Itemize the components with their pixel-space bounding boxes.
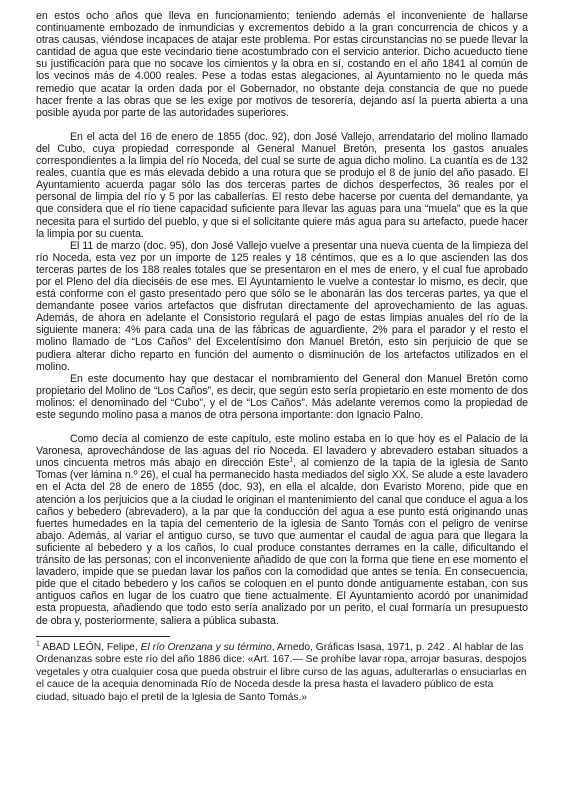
- paragraph-5-text-b: , al comienzo de la tapia de la iglesia de Santo Tomas (ver lámina n.º 26), el cual ha permanecido hasta mediados del siglo XX. Se alude a este lavadero en el Acta del 28 de enero de 1855 (doc. 93), en ella el alcalde, don Evaristo Moreno, pide que en atención a los perjuicios que a la ciudad le originan el mantenimiento del canal que conduce el agua a los caños y bebedero (abrevadero), a la par que la conducción del agua a ese punto está originando unas fuertes humedades en la tapia del cementerio de la iglesia de Santo Tomás con el peligro de venirse abajo. Además, al variar el antiguo curso, se tuvo que aumentar el caudal de agua para que llegara la suficiente al bebedero y a los caños, lo cual produce constantes derrames en la calle, dificultando el tránsito de las personas; con el inconveniente añadido de que con la forma que tiene en ese momento el lavadero, impide que se puedan lavar los paños con la comodidad que antes se tenía. En consecuencia, pide que el citado bebedero y los caños se coloquen en el punto donde antiguamente estaban, con sus antiguos caños en lugar de los cuatro que tiene actualmente. El Ayuntamiento acordó por unanimidad esta propuesta, añadiendo que todo esto sería analizado por un perito, el cual formaría un presupuesto de obra y, posteriormente, saliera a pública subasta.: [36, 457, 528, 627]
- footnote-author: ABAD LEÓN, Felipe,: [39, 641, 141, 653]
- paragraph-5: [36, 433, 528, 627]
- footnote-number: 1: [36, 640, 40, 648]
- footnote-body: , Arnedo, Gráficas Isasa, 1971, p. 242 . Al hablar de las Ordenanzas sobre este río del año 1886 dice: «Art. 167.— Se prohíbe lavar ropa, arrojar basuras, despojos vegetales y otra cualquier cosa que pueda obstruir el libre curso de las aguas, adulterarlas o ensuciarlas en el cauce de la acequia denominada Río de Noceda desde la presa hasta el lavadero público de esta ciudad, situado bajo el pretil de la Iglesia de Santo Tomás.»: [36, 641, 527, 703]
- paragraph-3: El 11 de marzo (doc. 95), don José Vallejo vuelve a presentar una nueva cuenta de la limpieza del río Noceda, esta vez por un importe de 125 reales y 18 céntimos, que es a lo que ascienden las dos terceras partes de los 188 reales totales que se presentaron en el mes de enero, y el cual fue aprobado por el Pleno del día dieciséis de ese mes. El Ayuntamiento le vuelve a contestar lo mismo, es decir, que está conforme con el gasto presentado pero que sólo se le abonarán las dos terceras partes, ya que el demandante posee varios artefactos que disfrutan directamente del aprovechamiento de las aguas. Además, de ahora en adelante el Consistorio regulará el pago de estas limpias anuales del río de la siguiente manera: 4% para cada una de las fábricas de aguardiente, 2% para el parador y el resto el molino llamado de “Los Caños” del Excelentísimo don Manuel Bretón, esto sin perjuicio de que se pudiera alterar dicho reparto en función del aumento o disminución de los artefactos utilizados en el molino.: [36, 239, 528, 373]
- paragraph-1: en estos ocho años que lleva en funcionamiento; teniendo además el inconveniente de hallarse continuamente embozado de inmundicias y excrementos debido a la gran concurrencia de chicos y a otras causas, viéndose incapaces de atajar este problema. Por estas circunstancias no se puede llevar la cantidad de agua que este vecindario tiene acostumbrado con el servicio anterior. Dicho acueducto tiene su justificación para que no socave los cimientos y la obra en sí, costando en el año 1841 al común de los vecinos más de 4.000 reales. Pese a todas estas alegaciones, al Ayuntamiento no le queda más remedio que acatar la orden dada por el Gobernador, no obstante deja constancia de que no puede hacer frente a las obras que se les exige por motivos de tesorería, dejando así la puerta abierta a una posible ayuda por parte de las autoridades superiores.: [36, 10, 528, 119]
- footnote-title: El río Orenzana y su término: [140, 641, 272, 653]
- footnote-divider: [36, 636, 170, 637]
- paragraph-4: En este documento hay que destacar el nombramiento del General don Manuel Bretón como propietario del Molino de “Los Caños”, es decir, que según esto sería propietario en este momento de dos molinos: el denominado del “Cubo”, y el de “Los Caños”. Más adelante veremos como la propiedad de este segundo molino pasa a manos de otra persona importante: don Ignacio Palno.: [36, 372, 528, 421]
- footnote-reference: 1: [289, 456, 294, 464]
- paragraph-2: En el acta del 16 de enero de 1855 (doc. 92), don José Vallejo, arrendatario del molino llamado del Cubo, cuya propiedad corresponde al General Manuel Bretón, presenta los gastos anuales correspondientes a la limpia del río Noceda, del cual se surte de agua dicho molino. La cuantía es de 132 reales, cuantía que es más elevada debido a una rotura que se produjo el 8 de junio del año pasado. El Ayuntamiento acuerda pagar sólo las dos terceras partes de dichos desperfectos, 36 reales por el personal de limpia del río y 5 por las caballerías. El resto debe hacerse por cuenta del demandante, ya que considera que el río tiene capacidad suficiente para llevar las aguas para una “muela” que es la que necesita para el surtido del pueblo, y que si el solicitante quiere más agua para su artefacto, puede hacer la limpia por su cuenta.: [36, 130, 528, 240]
- paragraph-5-text-a: Como decía al comienzo de este capítulo, este molino estaba en lo que hoy es el Palacio de la Varonesa, aprovechándose de las aguas del río Noceda. El lavadero y abrevadero estaban situados a unos cincuenta metros más abajo en dirección Este: [36, 433, 528, 470]
- footnote: [36, 642, 528, 705]
